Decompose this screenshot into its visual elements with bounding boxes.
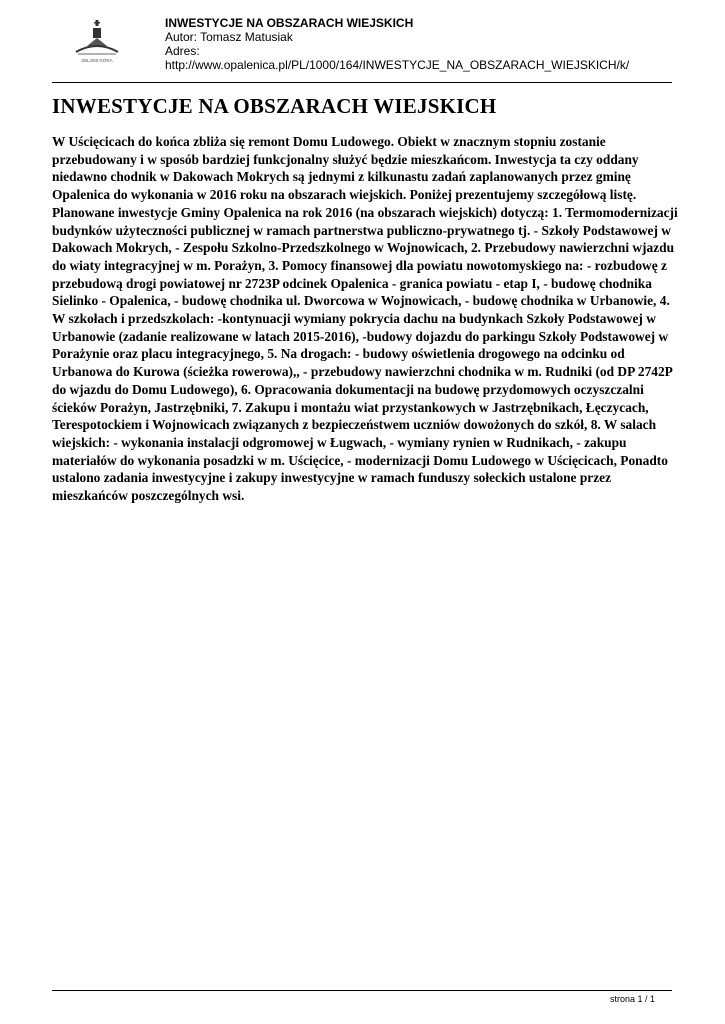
header-text [165,16,629,72]
page-number: strona 1 / 1 [609,994,655,1004]
footer-divider [52,990,672,991]
header-title: INWESTYCJE NA OBSZARACH WIEJSKICH [165,16,414,30]
header-divider [52,82,672,83]
opalenica-logo-icon [72,18,122,64]
page-header [0,0,725,86]
header-address-label: Adres: [165,44,200,58]
svg-text:ZBLOMI GÓRA: ZBLOMI GÓRA [81,58,113,63]
header-url[interactable]: http://www.opalenica.pl/PL/1000/164/INWESTYCJE_NA_OBSZARACH_WIEJSKICH/k/ [165,58,630,72]
article-title: INWESTYCJE NA OBSZARACH WIEJSKICH [52,94,497,118]
header-author: Autor: Tomasz Matusiak [165,30,293,44]
article-body: W Uścięcicach do końca zbliża się remont Domu Ludowego. Obiekt w znacznym stopniu zostanie przebudowany i w sposób bardziej funkcjonalny służyć będzie mieszkańcom. Inwestycja ta czy oddany niedawno chodnik w Dakowach Mokrych są jednymi z kilkunastu zadań zaplanowanych przez gminę Opalenica do wykonania w 2016 roku na obszarach wiejskich. Poniżej prezentujemy szczegółową listę. Planowane inwestycje Gminy Opalenica na rok 2016 (na obszarach wiejskich) dotyczą: 1. Termomodernizacji budynków użyteczności publicznej w ramach partnerstwa publiczno-prywatnego tj. - Szkoły Podstawowej w Dakowach Mokrych, - Zespołu Szkolno-Przedszkolnego w Wojnowicach, 2. Przebudowy nawierzchni wjazdu do wiaty integracyjnej w m. Porażyn, 3. Pomocy finansowej dla powiatu nowotomyskiego na: - rozbudowę z przebudową drogi powiatowej nr 2723P odcinek Opalenica - granica powiatu - etap I, - budowę chodnika Sielinko - Opalenica, - budowę chodnika ul. Dworcowa w Wojnowicach, - budowę chodnika w Urbanowie, 4. W szkołach i przedszkolach: -kontynuacji wymiany pokrycia dachu na budynkach Szkoły Podstawowej w Urbanowie (zadanie realizowane w latach 2015-2016), -budowy dojazdu do parkingu Szkoły Podstawowej w Porażynie oraz placu integracyjnego, 5. Na drogach: - budowy oświetlenia drogowego na odcinku od Urbanowa do Kurowa (ścieżka rowerowa),, - przebudowy nawierzchni chodnika w m. Rudniki (od DP 2742P do wjazdu do Domu Ludowego), 6. Opracowania dokumentacji na budowę przydomowych oczyszczalni ścieków Porażyn, Jastrzębniki, 7. Zakupu i montażu wiat przystankowych w Jastrzębnikach, Łęczycach, Terespotockiem i Wojnowicach związanych z bezpieczeństwem uczniów dowożonych do szkół, 8. W salach wiejskich: - wykonania instalacji odgromowej w Ługwach, - wymiany rynien w Rudnikach, - zakupu materiałów do wykonania posadzki w m. Uścięcice, - modernizacji Domu Ludowego w Uścięcicach, Ponadto ustalono zadania inwestycyjne i zakupy inwestycyjne w ramach funduszy sołeckich ustalone przez mieszkańców poszczególnych wsi. [52,134,678,504]
